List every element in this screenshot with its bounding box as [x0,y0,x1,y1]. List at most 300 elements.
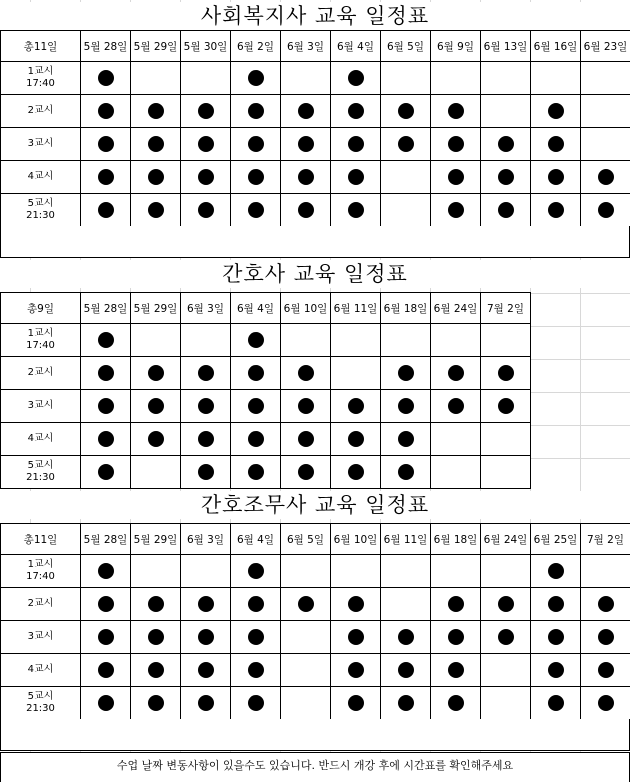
schedule-cell [81,687,131,720]
schedule-cell [481,194,531,227]
schedule-cell [381,194,431,227]
period-row [1,621,630,654]
schedule-cell [331,194,381,227]
schedule-cell [181,687,231,720]
total-days-cell: 총11일 [1,524,81,555]
class-dot-icon [98,332,114,348]
date-header: 6월 23일 [581,31,630,62]
schedule-cell [281,687,331,720]
class-dot-icon [548,563,564,579]
class-dot-icon [248,629,264,645]
period-row [1,456,531,489]
class-dot-icon [298,202,314,218]
schedule-cell [331,687,381,720]
class-dot-icon [248,103,264,119]
class-dot-icon [448,596,464,612]
schedule-cell [281,128,331,161]
period-label [1,555,81,588]
date-header: 6월 4일 [331,31,381,62]
schedule-cell [481,62,531,95]
period-time: 17:40 [26,78,55,89]
class-dot-icon [248,596,264,612]
class-dot-icon [148,398,164,414]
schedule-cell [81,423,131,456]
schedule-cell [431,423,481,456]
date-header: 6월 5일 [281,524,331,555]
class-dot-icon [498,629,514,645]
period-name: 1교시 [27,328,54,339]
schedule-cell [281,357,331,390]
date-header: 5월 28일 [81,293,131,324]
class-dot-icon [198,398,214,414]
schedule-cell [81,588,131,621]
schedule-cell [331,423,381,456]
schedule-cell [381,128,431,161]
schedule-cell [331,62,381,95]
class-dot-icon [148,365,164,381]
schedule-cell [231,62,281,95]
period-name: 3교시 [27,631,54,642]
date-header: 6월 11일 [331,293,381,324]
class-dot-icon [248,365,264,381]
schedule-cell [181,621,231,654]
schedule-cell [231,357,281,390]
schedule-cell [581,194,630,227]
schedule-cell [281,194,331,227]
class-dot-icon [348,202,364,218]
schedule-cell [131,161,181,194]
schedule-cell [81,456,131,489]
schedule-cell [131,687,181,720]
schedule-cell [381,390,431,423]
schedule-cell [231,194,281,227]
schedule-cell [231,621,281,654]
period-row [1,357,531,390]
header-row [1,31,630,62]
schedule-cell [181,654,231,687]
class-dot-icon [198,202,214,218]
class-dot-icon [298,365,314,381]
schedule-cell [481,95,531,128]
schedule-cell [481,324,531,357]
schedule-cell [581,654,630,687]
schedule-cell [181,324,231,357]
schedule-cell [81,95,131,128]
date-header: 6월 2일 [231,31,281,62]
class-dot-icon [348,70,364,86]
schedule-cell [281,621,331,654]
class-dot-icon [448,365,464,381]
class-dot-icon [398,662,414,678]
period-label [1,687,81,720]
period-name: 2교시 [27,105,54,116]
class-dot-icon [548,596,564,612]
schedule-cell [231,456,281,489]
schedule-cell [431,654,481,687]
period-label [1,128,81,161]
schedule-cell [331,621,381,654]
schedule-cell [331,324,381,357]
class-dot-icon [98,563,114,579]
date-header: 6월 24일 [481,524,531,555]
class-dot-icon [498,596,514,612]
class-dot-icon [98,662,114,678]
schedule-cell [81,161,131,194]
class-dot-icon [98,169,114,185]
class-dot-icon [298,398,314,414]
total-days-cell: 총11일 [1,31,81,62]
schedule-cell [81,555,131,588]
schedule-cell [131,390,181,423]
schedule-cell [131,194,181,227]
period-label [1,324,81,357]
date-header: 7월 2일 [481,293,531,324]
schedule-cell [281,654,331,687]
class-dot-icon [148,202,164,218]
schedule-cell [281,62,331,95]
schedule-cell [481,621,531,654]
class-dot-icon [548,169,564,185]
schedule-cell [381,62,431,95]
schedule-cell [381,456,431,489]
schedule-cell [131,555,181,588]
date-header: 6월 24일 [431,293,481,324]
class-dot-icon [298,136,314,152]
class-dot-icon [198,662,214,678]
date-header: 6월 10일 [281,293,331,324]
class-dot-icon [348,103,364,119]
period-row [1,390,531,423]
class-dot-icon [548,103,564,119]
date-header: 6월 11일 [381,524,431,555]
period-row [1,194,630,227]
schedule-cell [131,62,181,95]
date-header: 6월 9일 [431,31,481,62]
period-row [1,62,630,95]
date-header: 6월 25일 [531,524,581,555]
schedule-cell [431,194,481,227]
class-dot-icon [598,629,614,645]
class-dot-icon [498,169,514,185]
class-dot-icon [598,695,614,711]
period-time: 21:30 [26,703,55,714]
class-dot-icon [98,629,114,645]
schedule-cell [131,128,181,161]
class-dot-icon [448,103,464,119]
class-dot-icon [498,398,514,414]
schedule-table [0,523,630,720]
class-dot-icon [98,695,114,711]
schedule-cell [181,423,231,456]
period-label [1,390,81,423]
class-dot-icon [548,629,564,645]
class-dot-icon [148,629,164,645]
schedule-table [0,292,531,489]
class-dot-icon [198,136,214,152]
schedule-table [0,30,630,227]
schedule-cell [431,357,481,390]
schedule-cell [581,62,630,95]
schedule-cell [331,95,381,128]
class-dot-icon [98,365,114,381]
schedule-cell [131,621,181,654]
class-dot-icon [98,136,114,152]
schedule-cell [231,687,281,720]
class-dot-icon [198,103,214,119]
schedule-cell [231,128,281,161]
date-header: 6월 4일 [231,524,281,555]
class-dot-icon [348,464,364,480]
schedule-cell [181,555,231,588]
schedule-cell [81,128,131,161]
class-dot-icon [398,103,414,119]
period-label [1,621,81,654]
schedule-cell [81,324,131,357]
schedule-cell [81,390,131,423]
class-dot-icon [348,136,364,152]
period-label [1,654,81,687]
schedule-cell [531,588,581,621]
class-dot-icon [448,202,464,218]
class-dot-icon [98,202,114,218]
class-dot-icon [548,695,564,711]
class-dot-icon [398,431,414,447]
schedule-cell [531,95,581,128]
class-dot-icon [248,464,264,480]
class-dot-icon [548,662,564,678]
class-dot-icon [198,365,214,381]
header-row [1,293,531,324]
schedule-cell [231,324,281,357]
date-header: 6월 18일 [431,524,481,555]
schedule-cell [231,423,281,456]
period-row [1,423,531,456]
date-header: 6월 5일 [381,31,431,62]
period-label [1,194,81,227]
class-dot-icon [248,169,264,185]
notice-text: 수업 날짜 변동사항이 있을수도 있습니다. 반드시 개강 후에 시간표를 확인해주세요 [0,752,630,782]
schedule-cell [431,62,481,95]
schedule-cell [181,62,231,95]
period-label [1,161,81,194]
schedule-cell [481,654,531,687]
class-dot-icon [248,202,264,218]
schedule-cell [331,357,381,390]
schedule-cell [231,588,281,621]
period-time: 21:30 [26,210,55,221]
date-header: 5월 28일 [81,31,131,62]
class-dot-icon [198,464,214,480]
schedule-cell [531,687,581,720]
schedule-cell [81,621,131,654]
schedule-cell [231,555,281,588]
schedule-cell [181,456,231,489]
class-dot-icon [98,398,114,414]
class-dot-icon [498,136,514,152]
period-name: 5교시 [27,691,54,702]
class-dot-icon [348,398,364,414]
schedule-cell [581,128,630,161]
period-name: 5교시 [27,460,54,471]
period-row [1,588,630,621]
class-dot-icon [398,464,414,480]
class-dot-icon [198,629,214,645]
schedule-cell [231,654,281,687]
schedule-cell [131,423,181,456]
class-dot-icon [498,202,514,218]
period-row [1,687,630,720]
period-row [1,95,630,128]
schedule-cell [331,161,381,194]
class-dot-icon [498,365,514,381]
class-dot-icon [148,695,164,711]
class-dot-icon [448,695,464,711]
schedule-cell [481,128,531,161]
schedule-cell [281,456,331,489]
date-header: 5월 29일 [131,293,181,324]
schedule-cell [581,555,630,588]
schedule-cell [131,324,181,357]
schedule-cell [581,161,630,194]
period-label [1,456,81,489]
schedule-cell [231,390,281,423]
schedule-cell [181,357,231,390]
period-row [1,128,630,161]
class-dot-icon [348,596,364,612]
class-dot-icon [598,202,614,218]
class-dot-icon [348,629,364,645]
date-header: 6월 3일 [281,31,331,62]
date-header: 6월 10일 [331,524,381,555]
schedule-cell [431,324,481,357]
class-dot-icon [198,169,214,185]
class-dot-icon [248,136,264,152]
schedule-cell [481,161,531,194]
schedule-cell [581,95,630,128]
class-dot-icon [198,695,214,711]
schedule-cell [531,128,581,161]
schedule-cell [431,621,481,654]
schedule-cell [531,161,581,194]
class-dot-icon [398,398,414,414]
date-header: 7월 2일 [581,524,630,555]
schedule-cell [431,95,481,128]
class-dot-icon [448,398,464,414]
schedule-cell [431,390,481,423]
total-days-cell: 총9일 [1,293,81,324]
class-dot-icon [398,695,414,711]
class-dot-icon [398,136,414,152]
class-dot-icon [198,596,214,612]
period-name: 5교시 [27,198,54,209]
schedule-cell [431,456,481,489]
schedule-cell [481,423,531,456]
class-dot-icon [548,136,564,152]
period-name: 3교시 [27,400,54,411]
class-dot-icon [148,662,164,678]
schedule-cell [481,588,531,621]
schedule-cell [431,161,481,194]
period-name: 2교시 [27,367,54,378]
class-dot-icon [248,332,264,348]
schedule-cell [381,95,431,128]
period-label [1,588,81,621]
period-label [1,423,81,456]
schedule-cell [131,95,181,128]
schedule-cell [531,194,581,227]
class-dot-icon [298,431,314,447]
schedule-cell [281,390,331,423]
period-time: 17:40 [26,340,55,351]
period-label [1,62,81,95]
period-name: 1교시 [27,559,54,570]
class-dot-icon [298,103,314,119]
schedule-title: 간호사 교육 일정표 [0,260,630,288]
class-dot-icon [248,662,264,678]
class-dot-icon [598,596,614,612]
schedule-cell [481,687,531,720]
period-row [1,654,630,687]
class-dot-icon [348,431,364,447]
class-dot-icon [448,136,464,152]
schedule-cell [331,588,381,621]
class-dot-icon [348,169,364,185]
schedule-cell [581,687,630,720]
class-dot-icon [98,596,114,612]
schedule-cell [231,95,281,128]
schedule-cell [281,95,331,128]
class-dot-icon [298,596,314,612]
schedule-cell [231,161,281,194]
class-dot-icon [148,103,164,119]
period-label [1,357,81,390]
schedule-cell [581,621,630,654]
schedule-cell [381,555,431,588]
schedule-cell [81,357,131,390]
schedule-cell [481,456,531,489]
schedule-cell [331,456,381,489]
schedule-cell [381,687,431,720]
schedule-cell [131,456,181,489]
period-row [1,161,630,194]
schedule-cell [281,423,331,456]
schedule-cell [281,161,331,194]
class-dot-icon [448,662,464,678]
schedule-cell [481,357,531,390]
schedule-cell [131,654,181,687]
class-dot-icon [248,398,264,414]
blank-row [0,719,630,751]
schedule-cell [181,588,231,621]
date-header: 6월 16일 [531,31,581,62]
date-header: 5월 29일 [131,31,181,62]
class-dot-icon [248,695,264,711]
schedule-cell [131,357,181,390]
schedule-cell [81,62,131,95]
schedule-cell [431,128,481,161]
schedule-cell [331,128,381,161]
schedule-cell [181,95,231,128]
schedule-cell [181,161,231,194]
class-dot-icon [148,596,164,612]
schedule-cell [81,194,131,227]
period-name: 1교시 [27,66,54,77]
class-dot-icon [98,431,114,447]
class-dot-icon [148,431,164,447]
schedule-cell [381,423,431,456]
schedule-cell [131,588,181,621]
date-header: 6월 13일 [481,31,531,62]
